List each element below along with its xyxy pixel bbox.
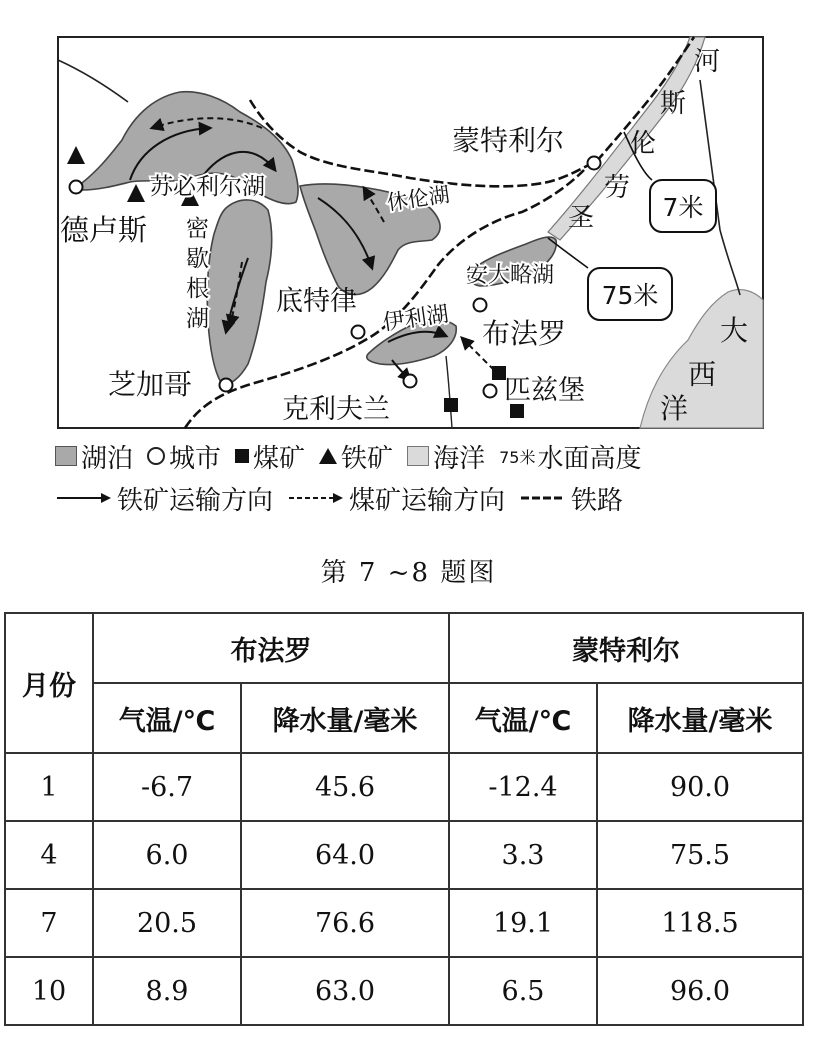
- legend-label-ocean: 海洋: [433, 443, 486, 474]
- subheader-precipitation: 降水量/毫米: [597, 683, 803, 753]
- month-header: 月份: [5, 613, 93, 753]
- lake-label-huron: 休伦湖: [385, 182, 452, 215]
- value-cell: 118.5: [597, 889, 803, 957]
- value-cell: 76.6: [241, 889, 449, 957]
- city-circle-icon: [147, 447, 165, 465]
- water-level-label: 75米: [601, 281, 659, 310]
- month-cell: 10: [5, 957, 93, 1025]
- great-lakes-map: [0, 0, 817, 430]
- climate-table: [4, 612, 804, 1026]
- city-marker-cleveland: [404, 375, 417, 388]
- legend-label-level: 水面高度: [537, 443, 642, 474]
- legend-label-coal-route: 煤矿运输方向: [349, 485, 506, 516]
- city-label-cleveland: 克利夫兰: [282, 394, 390, 425]
- city-label-montreal: 蒙特利尔: [452, 124, 565, 157]
- lake-label-michigan: 密歇根湖: [186, 216, 209, 332]
- value-cell: 8.9: [93, 957, 241, 1025]
- month-cell: 1: [5, 753, 93, 821]
- city-marker-detroit: [352, 326, 365, 339]
- legend-label-lake: 湖泊: [81, 443, 134, 474]
- ocean-swatch: [407, 446, 429, 466]
- legend-label-city: 城市: [169, 443, 222, 474]
- table-row: [5, 889, 803, 957]
- lake-swatch: [55, 446, 77, 466]
- value-cell: -6.7: [93, 753, 241, 821]
- lake-label-ontario: 安大略湖: [466, 263, 555, 288]
- legend-item-ocean: [407, 438, 485, 475]
- city-header-buffalo: 布法罗: [93, 613, 449, 683]
- railway-line-icon: [519, 490, 567, 506]
- value-cell: 45.6: [241, 753, 449, 821]
- map-legend: [55, 432, 775, 522]
- legend-item-lake: [55, 438, 133, 475]
- legend-item-railway: [519, 480, 623, 517]
- legend-label-coal: 煤矿: [253, 443, 306, 474]
- river-label-char: 劳: [604, 173, 631, 203]
- iron-triangle-icon: [319, 448, 337, 464]
- legend-label-railway: 铁路: [571, 485, 624, 516]
- month-cell: 7: [5, 889, 93, 957]
- city-marker-pittsburgh: [484, 385, 497, 398]
- legend-item-iron: [319, 438, 393, 475]
- city-marker-buffalo: [474, 299, 487, 312]
- city-marker-duluth: [70, 181, 83, 194]
- river-label-char: 斯: [660, 89, 687, 119]
- subheader-temperature: 气温/℃: [449, 683, 597, 753]
- value-cell: 6.5: [449, 957, 597, 1025]
- value-cell: 75.5: [597, 821, 803, 889]
- legend-level-sample: 75米: [499, 447, 536, 467]
- figure-caption: 第 7 ~8 题图: [320, 558, 497, 588]
- city-label-pittsburgh: 匹兹堡: [504, 375, 585, 406]
- river-label-char: 圣: [568, 203, 595, 233]
- value-cell: 64.0: [241, 821, 449, 889]
- legend-label-iron: 铁矿: [341, 443, 394, 474]
- ocean-label-char: 大: [720, 314, 749, 347]
- water-level-label: 7米: [662, 193, 704, 222]
- legend-row-lines: [55, 478, 637, 518]
- subheader-temperature: 气温/℃: [93, 683, 241, 753]
- lake-label-superior: 苏必利尔湖: [150, 174, 265, 200]
- legend-item-level: [499, 438, 641, 475]
- legend-row-symbols: [55, 436, 655, 476]
- city-header-montreal: 蒙特利尔: [449, 613, 803, 683]
- table-row: [5, 957, 803, 1025]
- solid-arrow-icon: [55, 490, 113, 506]
- lake-label-erie: 伊利湖: [381, 301, 451, 336]
- ocean-label-char: 西: [688, 358, 717, 391]
- legend-item-coal-route: [287, 480, 505, 517]
- coal-square-icon: [235, 449, 249, 463]
- river-label-char: 伦: [630, 129, 657, 159]
- legend-item-iron-route: [55, 480, 273, 517]
- coal-mine-square: [444, 398, 458, 412]
- dashed-arrow-icon: [287, 490, 345, 506]
- city-label-detroit: 底特律: [276, 286, 357, 317]
- city-label-duluth: 德卢斯: [60, 213, 148, 247]
- ocean-label-char: 洋: [660, 392, 689, 425]
- subheader-precipitation: 降水量/毫米: [241, 683, 449, 753]
- city-label-chicago: 芝加哥: [108, 368, 193, 401]
- river-label-char: 河: [694, 47, 721, 77]
- legend-item-city: [147, 438, 221, 475]
- value-cell: 90.0: [597, 753, 803, 821]
- value-cell: 6.0: [93, 821, 241, 889]
- table-subheader-row: [5, 683, 803, 753]
- city-marker-montreal: [588, 157, 601, 170]
- city-marker-chicago: [220, 379, 233, 392]
- value-cell: 63.0: [241, 957, 449, 1025]
- table-row: [5, 821, 803, 889]
- value-cell: 96.0: [597, 957, 803, 1025]
- coal-mine-square: [510, 404, 524, 418]
- legend-item-coal: [235, 438, 305, 475]
- month-cell: 4: [5, 821, 93, 889]
- city-label-buffalo: 布法罗: [482, 317, 567, 350]
- table-header-row: [5, 613, 803, 683]
- value-cell: 19.1: [449, 889, 597, 957]
- value-cell: -12.4: [449, 753, 597, 821]
- legend-label-iron-route: 铁矿运输方向: [117, 485, 274, 516]
- table-row: [5, 753, 803, 821]
- value-cell: 20.5: [93, 889, 241, 957]
- value-cell: 3.3: [449, 821, 597, 889]
